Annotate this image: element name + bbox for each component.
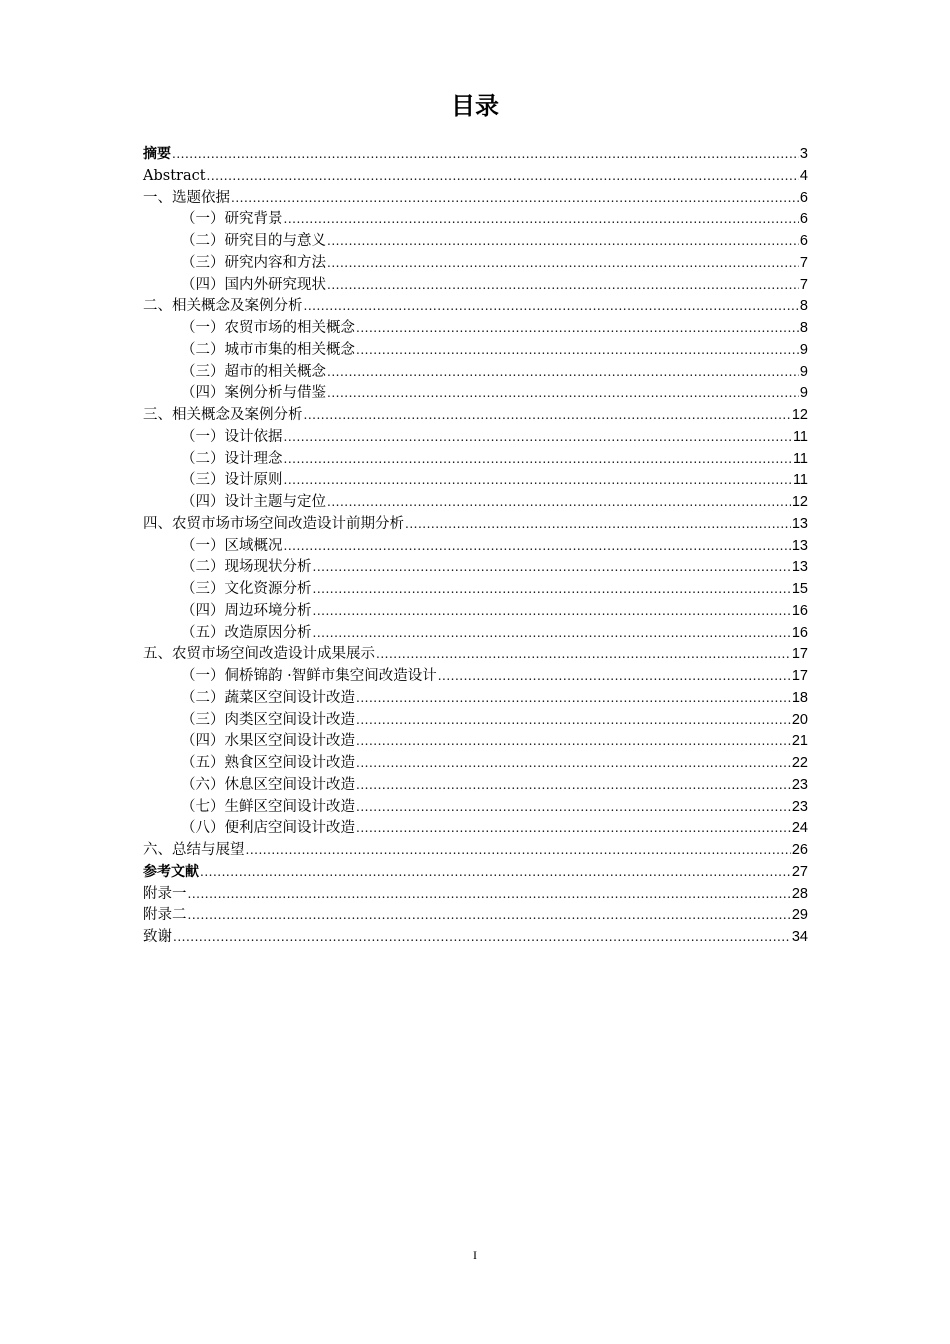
toc-entry-label: （一）侗桥锦韵 ·智鲜市集空间改造设计 — [181, 668, 437, 684]
toc-entry-page-number: 23 — [791, 798, 808, 815]
toc-entry-page-number: 8 — [799, 320, 808, 336]
toc-entry[interactable] — [143, 536, 808, 558]
toc-dot-leader — [327, 275, 799, 297]
toc-dot-leader — [304, 405, 791, 427]
toc-dot-leader — [246, 840, 791, 862]
toc-entry-label: （六）休息区空间设计改造 — [181, 776, 355, 793]
toc-entry-page-number: 12 — [791, 494, 808, 510]
toc-entry[interactable] — [143, 514, 808, 536]
page-title: 目录 — [451, 92, 499, 120]
toc-entry[interactable] — [143, 296, 808, 318]
toc-entry[interactable] — [143, 144, 808, 166]
toc-entry[interactable] — [143, 601, 808, 623]
toc-dot-leader — [284, 427, 792, 449]
toc-entry-page-number: 17 — [791, 646, 808, 663]
toc-entry-page-number: 22 — [791, 755, 808, 771]
toc-entry-label: 一、选题依据 — [143, 189, 230, 206]
toc-dot-leader — [327, 492, 791, 514]
toc-entry-label: （二）设计理念 — [181, 450, 283, 467]
toc-entry[interactable] — [143, 427, 808, 449]
toc-dot-leader — [200, 862, 791, 884]
toc-dot-leader — [327, 231, 799, 253]
toc-entry[interactable] — [143, 383, 808, 405]
toc-entry[interactable] — [143, 688, 808, 710]
toc-entry-label: 六、总结与展望 — [143, 842, 245, 858]
toc-entry-page-number: 12 — [791, 407, 808, 423]
toc-dot-leader — [188, 884, 791, 906]
toc-entry-label: （二）现场现状分析 — [181, 559, 312, 576]
toc-entry-label: （三）超市的相关概念 — [181, 363, 326, 380]
toc-entry-page-number: 28 — [791, 885, 808, 902]
toc-entry-label: （一）设计依据 — [181, 428, 283, 445]
toc-entry[interactable] — [143, 710, 808, 732]
toc-entry[interactable] — [143, 557, 808, 579]
toc-entry-label: （八）便利店空间设计改造 — [181, 820, 355, 837]
toc-entry[interactable] — [143, 644, 808, 666]
toc-entry-page-number: 9 — [799, 363, 808, 380]
toc-entry-page-number: 16 — [791, 624, 808, 641]
toc-entry-label: （五）熟食区空间设计改造 — [181, 755, 355, 771]
toc-entry[interactable] — [143, 818, 808, 840]
toc-entry-label: Abstract — [143, 167, 206, 184]
toc-entry[interactable] — [143, 840, 808, 862]
toc-entry[interactable] — [143, 884, 808, 906]
toc-entry-label: （四）国内外研究现状 — [181, 276, 326, 293]
toc-dot-leader — [231, 188, 799, 210]
toc-entry-page-number: 17 — [791, 668, 808, 684]
toc-entry-page-number: 20 — [791, 711, 808, 728]
toc-entry[interactable] — [143, 470, 808, 492]
toc-dot-leader — [327, 383, 799, 405]
toc-dot-leader — [284, 449, 792, 471]
toc-entry-page-number: 21 — [791, 733, 808, 750]
toc-dot-leader — [188, 905, 791, 927]
toc-entry-label: （三）文化资源分析 — [181, 581, 312, 597]
toc-dot-leader — [284, 536, 791, 558]
toc-entry[interactable] — [143, 340, 808, 362]
toc-entry-page-number: 11 — [792, 428, 808, 445]
toc-entry[interactable] — [143, 362, 808, 384]
toc-entry[interactable] — [143, 188, 808, 210]
toc-entry[interactable] — [143, 623, 808, 645]
toc-entry[interactable] — [143, 905, 808, 927]
toc-entry-label: （四）设计主题与定位 — [181, 494, 326, 510]
toc-dot-leader — [356, 797, 791, 819]
toc-entry-page-number: 29 — [791, 907, 808, 924]
toc-entry[interactable] — [143, 231, 808, 253]
toc-entry-label: 附录二 — [143, 907, 187, 924]
toc-entry-label: 参考文献 — [143, 863, 199, 880]
toc-dot-leader — [356, 688, 791, 710]
toc-entry-label: （五）改造原因分析 — [181, 624, 312, 641]
toc-entry-label: （四）水果区空间设计改造 — [181, 733, 355, 750]
toc-dot-leader — [313, 557, 791, 579]
toc-entry-page-number: 3 — [799, 146, 808, 162]
toc-entry-page-number: 18 — [791, 689, 808, 706]
toc-entry[interactable] — [143, 797, 808, 819]
toc-entry[interactable] — [143, 927, 808, 949]
toc-entry-page-number: 7 — [799, 254, 808, 271]
toc-dot-leader — [304, 296, 799, 318]
toc-entry[interactable] — [143, 275, 808, 297]
toc-entry-page-number: 27 — [791, 863, 808, 880]
toc-entry-page-number: 34 — [791, 929, 808, 945]
toc-entry-page-number: 8 — [799, 298, 808, 315]
toc-entry[interactable] — [143, 862, 808, 884]
toc-dot-leader — [284, 470, 792, 492]
toc-entry[interactable] — [143, 492, 808, 514]
toc-dot-leader — [376, 644, 791, 666]
toc-entry[interactable] — [143, 731, 808, 753]
toc-entry-label: （三）设计原则 — [181, 472, 283, 489]
toc-entry-page-number: 6 — [799, 233, 808, 249]
toc-dot-leader — [327, 362, 799, 384]
toc-dot-leader — [356, 753, 791, 775]
toc-entry-page-number: 9 — [799, 385, 808, 402]
toc-entry[interactable] — [143, 666, 808, 688]
toc-entry-page-number: 24 — [791, 820, 808, 837]
toc-entry-label: （三）肉类区空间设计改造 — [181, 711, 355, 728]
toc-entry-page-number: 13 — [791, 515, 808, 532]
toc-entry-label: 三、相关概念及案例分析 — [143, 407, 303, 423]
toc-dot-leader — [327, 253, 799, 275]
toc-entry-page-number: 11 — [792, 472, 808, 489]
toc-entry-page-number: 7 — [799, 276, 808, 293]
page-number: I — [473, 1248, 477, 1262]
toc-dot-leader — [405, 514, 791, 536]
toc-entry-label: （二）研究目的与意义 — [181, 233, 326, 249]
toc-dot-leader — [356, 731, 791, 753]
toc-entry-page-number: 4 — [799, 167, 808, 184]
toc-dot-leader — [356, 818, 791, 840]
toc-entry-page-number: 26 — [791, 842, 808, 858]
toc-dot-leader — [284, 209, 799, 231]
toc-entry-page-number: 13 — [791, 537, 808, 554]
toc-entry[interactable] — [143, 579, 808, 601]
toc-entry[interactable] — [143, 449, 808, 471]
toc-entry-label: 五、农贸市场空间改造设计成果展示 — [143, 646, 375, 663]
toc-entry[interactable] — [143, 405, 808, 427]
toc-entry-page-number: 6 — [799, 189, 808, 206]
toc-entry-label: （一）农贸市场的相关概念 — [181, 320, 355, 336]
table-of-contents — [143, 144, 808, 949]
toc-dot-leader — [313, 579, 791, 601]
toc-entry[interactable] — [143, 775, 808, 797]
toc-entry-label: （四）案例分析与借鉴 — [181, 385, 326, 402]
toc-dot-leader — [207, 166, 799, 188]
toc-entry-page-number: 15 — [791, 581, 808, 597]
toc-entry[interactable] — [143, 318, 808, 340]
toc-dot-leader — [172, 144, 799, 166]
toc-entry-label: 致谢 — [143, 929, 172, 945]
toc-entry[interactable] — [143, 253, 808, 275]
toc-entry[interactable] — [143, 209, 808, 231]
toc-dot-leader — [356, 318, 799, 340]
toc-entry-page-number: 16 — [791, 602, 808, 619]
toc-entry-label: 二、相关概念及案例分析 — [143, 298, 303, 315]
toc-entry-label: （二）蔬菜区空间设计改造 — [181, 689, 355, 706]
toc-entry-label: （一）研究背景 — [181, 211, 283, 228]
toc-dot-leader — [313, 601, 791, 623]
toc-entry-label: （七）生鲜区空间设计改造 — [181, 798, 355, 815]
toc-entry-label: （四）周边环境分析 — [181, 602, 312, 619]
toc-entry-page-number: 23 — [791, 776, 808, 793]
toc-entry-label: 四、农贸市场市场空间改造设计前期分析 — [143, 515, 404, 532]
toc-entry-label: （二）城市市集的相关概念 — [181, 341, 355, 358]
toc-entry-page-number: 9 — [799, 341, 808, 358]
toc-dot-leader — [438, 666, 791, 688]
toc-entry-label: （一）区域概况 — [181, 537, 283, 554]
toc-entry-page-number: 13 — [791, 559, 808, 576]
toc-entry-page-number: 6 — [799, 211, 808, 228]
toc-dot-leader — [356, 775, 791, 797]
toc-entry-label: 摘要 — [143, 146, 171, 162]
toc-dot-leader — [356, 710, 791, 732]
toc-entry-label: 附录一 — [143, 885, 187, 902]
toc-dot-leader — [313, 623, 791, 645]
toc-dot-leader — [173, 927, 791, 949]
toc-entry-page-number: 11 — [792, 450, 808, 467]
toc-entry-label: （三）研究内容和方法 — [181, 254, 326, 271]
toc-dot-leader — [356, 340, 799, 362]
toc-entry[interactable] — [143, 166, 808, 188]
toc-entry[interactable] — [143, 753, 808, 775]
